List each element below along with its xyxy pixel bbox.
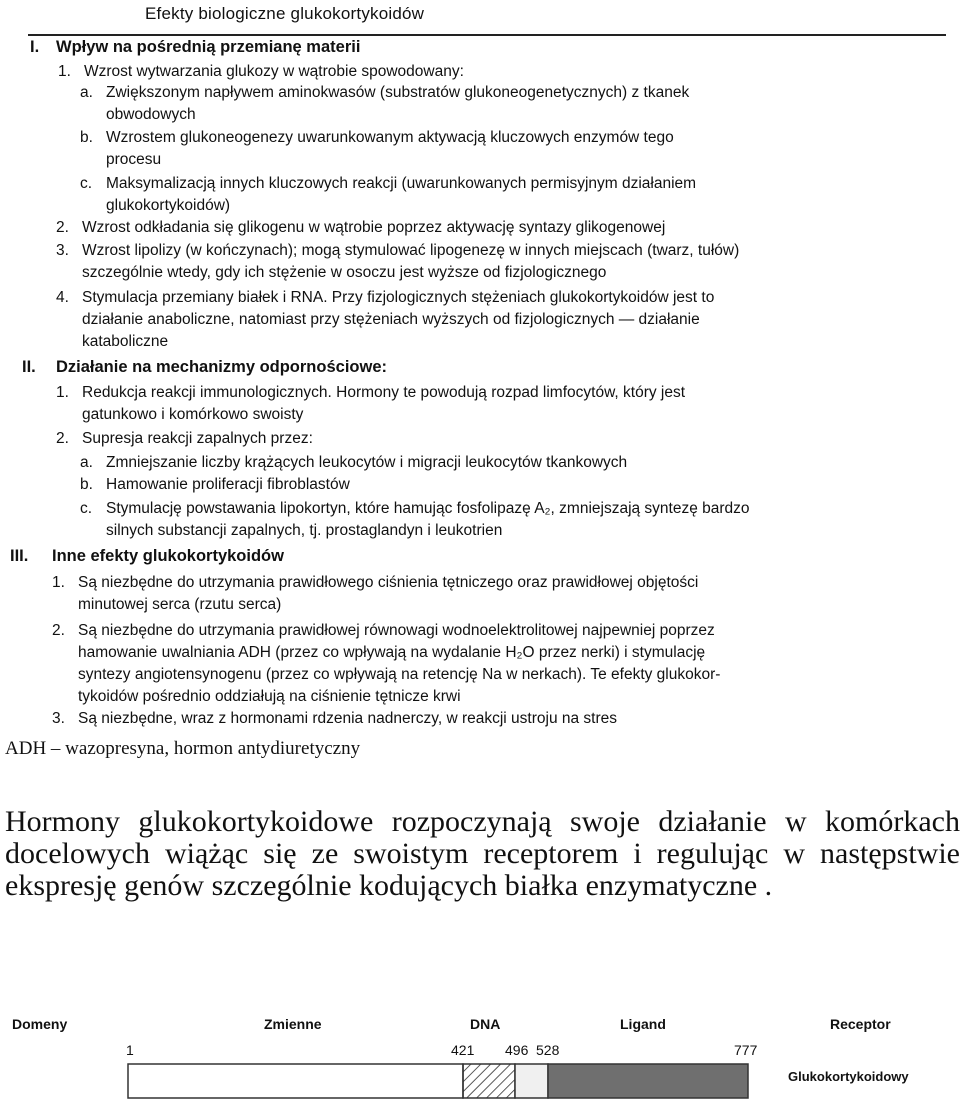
footnote-adh: ADH – wazopresyna, hormon antydiuretyczny — [5, 738, 361, 759]
header-domeny: Domeny — [12, 1016, 68, 1032]
list-item: 4. Stymulacja przemiany białek i RNA. Przy fizjologicznych stężeniach glukokortykoidów jest to działanie anaboliczne, natomiast przy stężeniach wyższych od fizjologicznych — działanie kataboliczne — [56, 289, 715, 350]
position-1: 1 — [126, 1042, 134, 1058]
list-item: 2. Wzrost odkładania się glikogenu w wątrobie poprzez aktywację syntazy glikogenowej — [56, 219, 666, 236]
list-item: 3. Wzrost lipolizy (w kończynach); mogą stymulować lipogenezę w innych miejscach (twarz, tułów) szczególnie wtedy, gdy ich stężenie w osoczu jest wyższe od fizjologicznego — [56, 242, 740, 281]
list-item: b. Wzrostem glukoneogenezy uwarunkowanym aktywacją kluczowych enzymów tego procesu — [80, 129, 674, 168]
position-528: 528 — [536, 1042, 560, 1058]
list-item: 1. Redukcja reakcji immunologicznych. Hormony te powodują rozpad limfocytów, który jest gatunkowo i komórkowo swoisty — [56, 384, 686, 423]
list-item: 1. Są niezbędne do utrzymania prawidłowego ciśnienia tętniczego oraz prawidłowej objętości minutowej serca (rzutu serca) — [52, 574, 699, 613]
document-title: Efekty biologiczne glukokortykoidów — [145, 4, 425, 23]
receptor-name: Glukokortykoidowy — [788, 1069, 909, 1084]
ligand-binding-domain — [548, 1064, 748, 1098]
header-dna: DNA — [470, 1016, 501, 1032]
list-item: b. Hamowanie proliferacji fibroblastów — [80, 476, 350, 493]
body-paragraph: Hormony glukokortykoidowe rozpoczynają swoje działanie w komórkach docelowych wiążąc się ze swoistym receptorem i regulując w następstwie ekspresję genów szczególnie kodujących białka enzymatyczne . — [5, 805, 960, 902]
hinge-region — [515, 1064, 548, 1098]
list-item: a. Zwiększonym napływem aminokwasów (substratów glukoneogenetycznych) z tkanek obwodowych — [80, 84, 690, 123]
section-number: III. — [10, 547, 29, 565]
list-item: c. Maksymalizacją innych kluczowych reakcji (uwarunkowanych permisyjnym działaniem glukokortykoidów) — [80, 175, 697, 214]
section-title: Działanie na mechanizmy odpornościowe: — [56, 358, 387, 376]
variable-domain — [128, 1064, 463, 1098]
list-item: 3. Są niezbędne, wraz z hormonami rdzenia nadnerczy, w reakcji ustroju na stres — [52, 710, 618, 727]
list-item: a. Zmniejszanie liczby krążących leukocytów i migracji leukocytów tkankowych — [80, 454, 628, 471]
header-ligand: Ligand — [620, 1016, 666, 1032]
section-number: II. — [22, 358, 36, 376]
header-zmienne: Zmienne — [264, 1016, 322, 1032]
section-number: I. — [30, 38, 40, 56]
section-title: Wpływ na pośrednią przemianę materii — [56, 38, 361, 56]
list-item: 2. Są niezbędne do utrzymania prawidłowej równowagi wodnoelektrolitowej najpewniej poprzez hamowanie uwalniania ADH (przez co wpływają na wydalanie H₂O przez nerki) i stymulację syntezy angiotensynogenu (przez co wpływają na retencję Na w nerkach). Te efekty glukokor- tykoidów pośrednio oddziałują na ciśnienie tętnicze krwi — [52, 622, 721, 705]
list-item: 1. Wzrost wytwarzania glukozy w wątrobie spowodowany: — [58, 63, 464, 80]
list-item: c. Stymulację powstawania lipokortyn, które hamując fosfolipazę A₂, zmniejszają syntezę bardzo silnych substancji zapalnych, tj. prostaglandyn i leukotrien — [80, 500, 750, 539]
list-item: 2. Supresja reakcji zapalnych przez: — [56, 430, 313, 447]
section-title: Inne efekty glukokortykoidów — [52, 547, 284, 565]
position-777: 777 — [734, 1042, 758, 1058]
position-496: 496 — [505, 1042, 529, 1058]
position-421: 421 — [451, 1042, 475, 1058]
header-receptor: Receptor — [830, 1016, 891, 1032]
dna-binding-domain — [463, 1064, 515, 1098]
